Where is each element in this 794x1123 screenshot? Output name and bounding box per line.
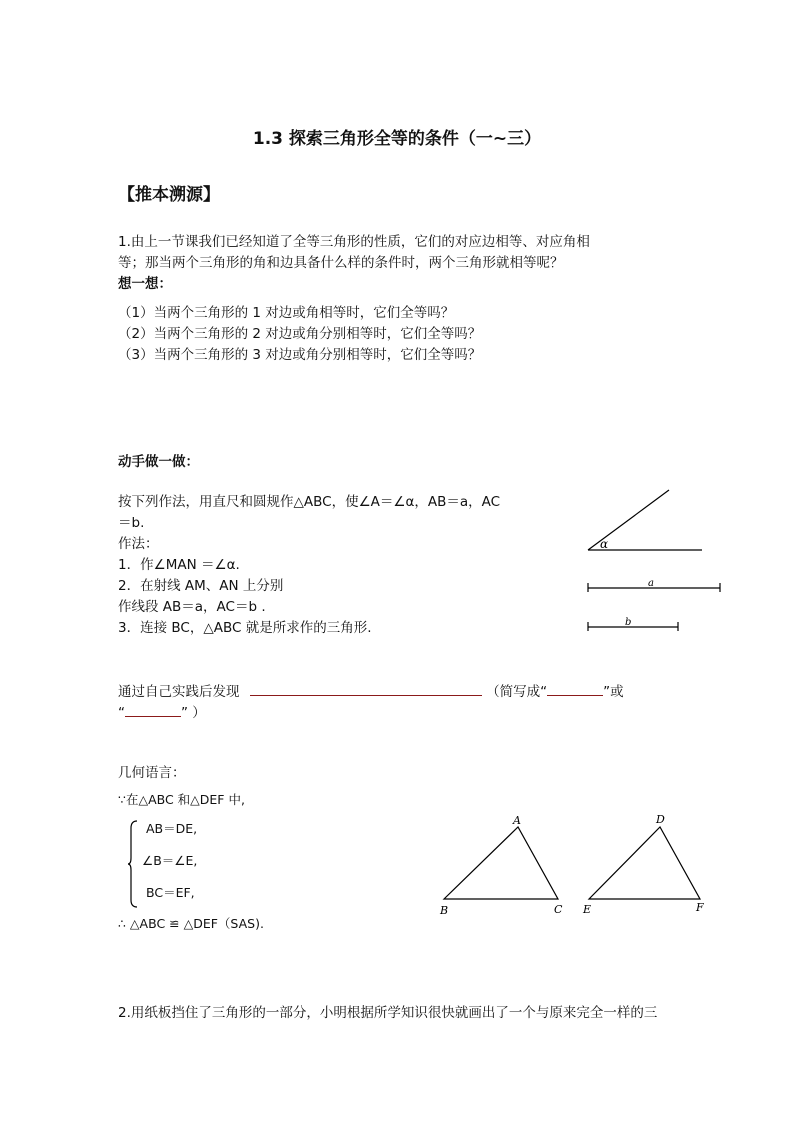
vertex-e-label: E [583, 903, 592, 916]
left-brace [128, 820, 138, 908]
activity-instruction-1: 按下列作法，用直尺和圆规作△ABC，使∠A＝∠α，AB＝a，AC [118, 494, 501, 510]
condition-1: AB＝DE, [146, 821, 198, 836]
step-1: 1．作∠MAN ＝∠α. [118, 557, 240, 573]
q2-line1: 2.用纸板挡住了三角形的一部分，小明根据所学知识很快就画出了一个与原来完全一样的三 [118, 1005, 658, 1021]
q1-line1: 1.由上一节课我们已经知道了全等三角形的性质，它们的对应边相等、对应角相 [118, 234, 590, 250]
condition-2: ∠B＝∠E, [142, 853, 198, 868]
discovery-blank-short-1[interactable] [547, 681, 603, 696]
triangle-abc [444, 827, 558, 899]
triangle-def [589, 827, 700, 899]
vertex-a-label: A [513, 814, 521, 827]
discovery-line-1 [118, 681, 624, 703]
segment-a-label: a [648, 578, 654, 589]
geometry-because: ∵在△ABC 和△DEF 中, [118, 792, 245, 807]
vertex-b-label: B [440, 904, 449, 917]
step-3: 3．连接 BC，△ABC 就是所求作的三角形. [118, 620, 372, 636]
method-label: 作法： [118, 536, 159, 552]
discovery-mid: （简写成“ [486, 684, 548, 700]
discovery-prefix: 通过自己实践后发现 [118, 684, 240, 700]
segment-a-figure [585, 576, 725, 596]
vertex-d-label: D [656, 813, 665, 826]
page-title: 1.3 探索三角形全等的条件（一~三） [252, 129, 542, 149]
think-label: 想一想： [118, 276, 172, 292]
geometry-label: 几何语言： [118, 765, 186, 781]
activity-label: 动手做一做： [118, 454, 199, 470]
alpha-label: α [600, 537, 609, 551]
segment-b-figure [585, 615, 685, 635]
condition-3: BC＝EF, [146, 885, 195, 900]
segment-b-label: b [625, 617, 632, 628]
discovery-open-quote: “ [118, 705, 125, 721]
discovery-line-2 [118, 702, 206, 724]
discovery-blank-full[interactable] [250, 681, 482, 696]
discovery-blank-short-2[interactable] [125, 702, 181, 717]
geometry-therefore: ∴ △ABC ≌ △DEF（SAS). [118, 916, 264, 931]
discovery-close-quote: ” ） [181, 705, 206, 721]
activity-instruction-2: ＝b. [118, 515, 145, 531]
step-2b: 作线段 AB＝a，AC＝b . [118, 599, 266, 615]
angle-alpha-figure [580, 488, 710, 558]
vertex-f-label: F [696, 901, 704, 914]
q1-item-1: （1）当两个三角形的 1 对边或角相等时，它们全等吗？ [118, 305, 455, 321]
discovery-mid2: ”或 [603, 684, 624, 700]
section-heading: 【推本溯源】 [118, 185, 220, 205]
step-2a: 2．在射线 AM、AN 上分别 [118, 578, 284, 594]
q1-item-2: （2）当两个三角形的 2 对边或角分别相等时，它们全等吗？ [118, 326, 482, 342]
vertex-c-label: C [554, 903, 563, 916]
triangles-figure [430, 810, 720, 920]
q1-line2: 等；那当两个三角形的角和边具备什么样的条件时，两个三角形就相等呢？ [118, 255, 564, 271]
q1-item-3: （3）当两个三角形的 3 对边或角分别相等时，它们全等吗？ [118, 347, 482, 363]
